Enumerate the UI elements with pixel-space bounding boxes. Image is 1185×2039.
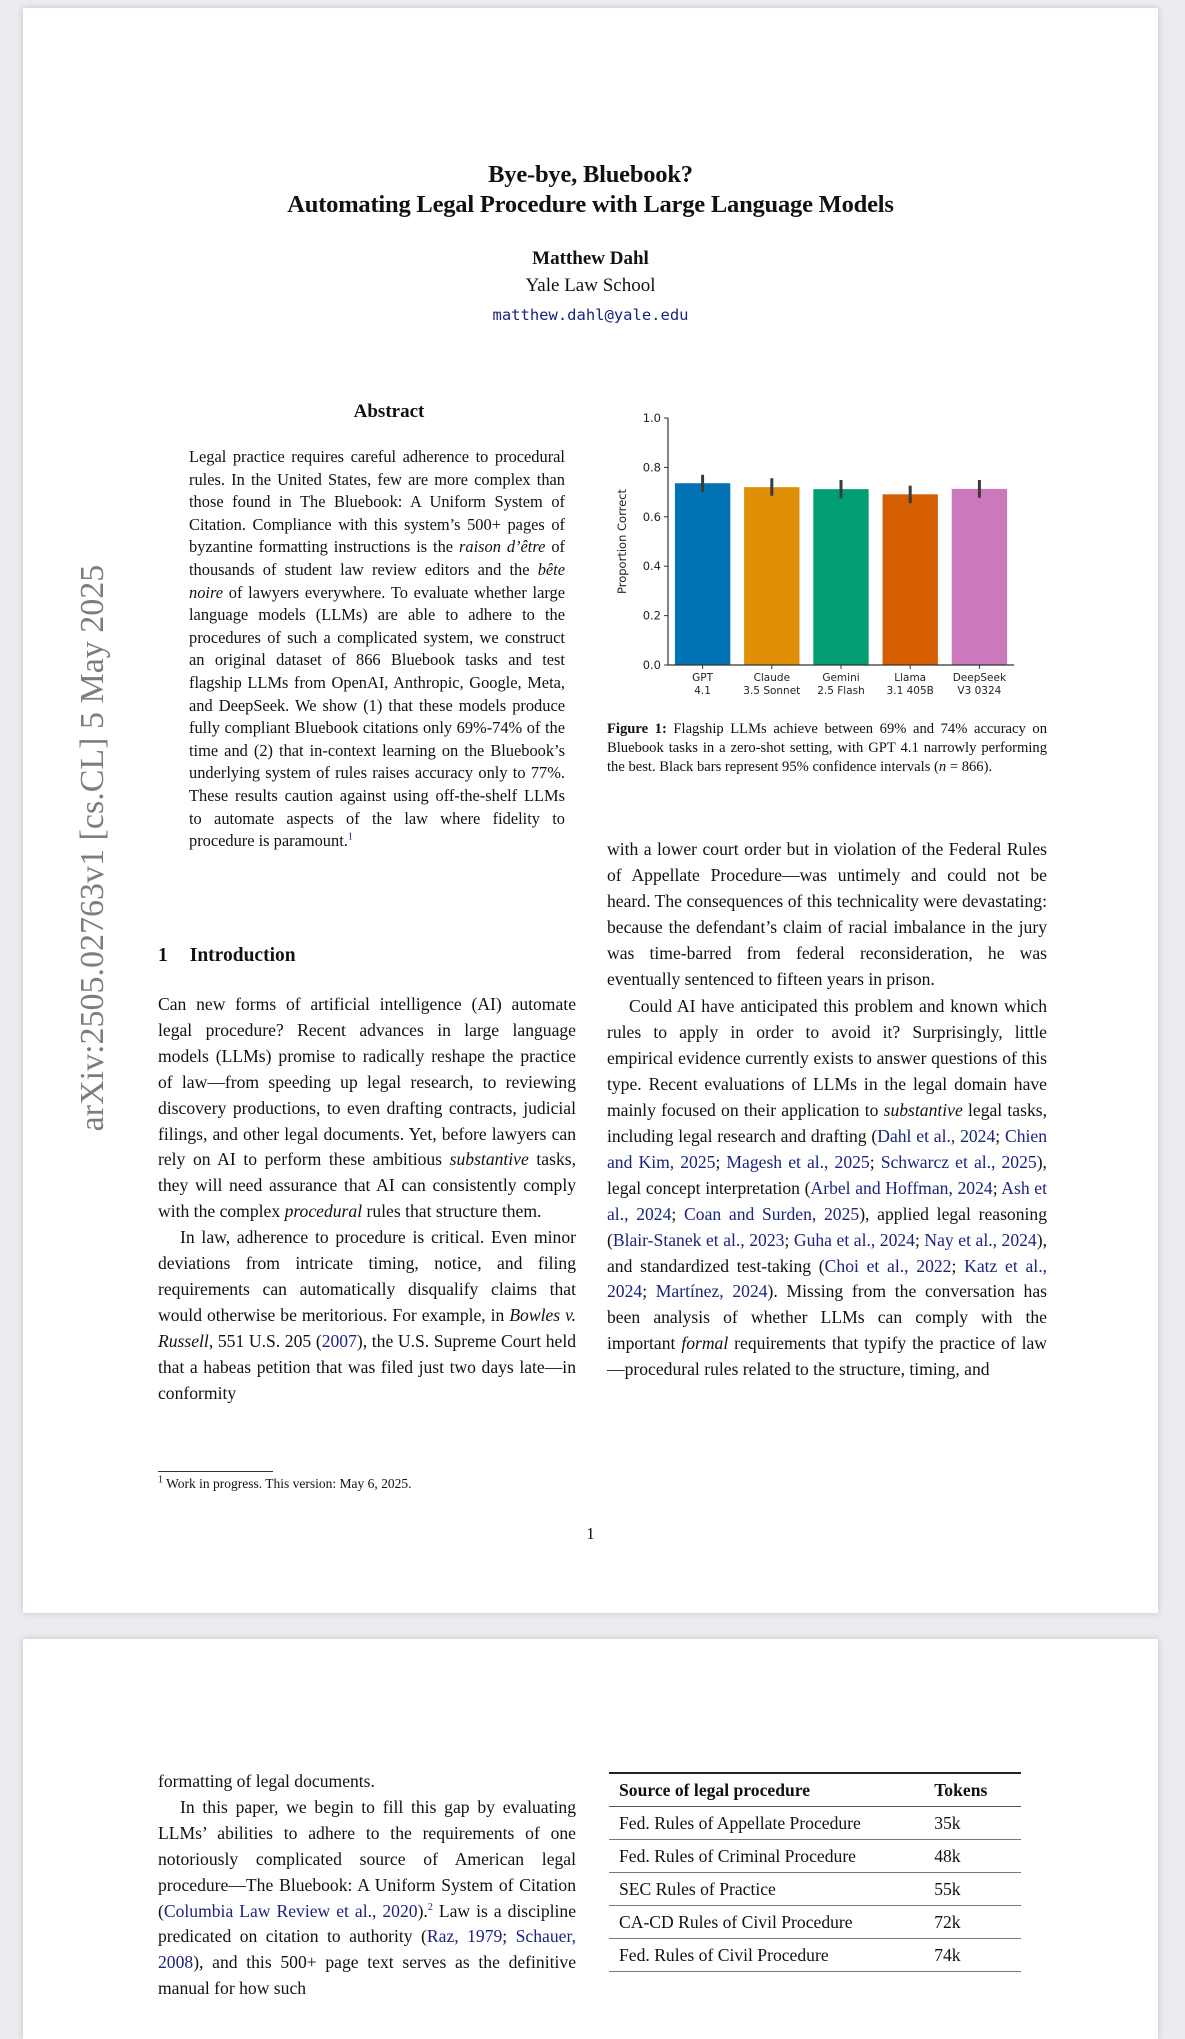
table-cell-tokens: 72k bbox=[906, 1906, 1021, 1939]
text-run: ; bbox=[869, 1151, 881, 1172]
text-run: tasks, they will need assurance that AI can consistently comply with the complex bbox=[158, 1149, 576, 1222]
figure-1-bar-chart bbox=[600, 400, 1050, 715]
italic-text: bête noire bbox=[189, 559, 565, 602]
text-run: ), applied legal reasoning ( bbox=[607, 1203, 1047, 1250]
x-tick-label: 4.1 bbox=[694, 685, 711, 697]
table-header-row bbox=[609, 1773, 1021, 1807]
citation-link[interactable]: Choi et al., 2022 bbox=[824, 1255, 952, 1276]
italic-text: Bowles v. Russell bbox=[158, 1304, 576, 1351]
y-tick-label: 0.8 bbox=[642, 460, 661, 475]
figure-1-caption-text bbox=[607, 721, 1047, 775]
table-cell-tokens: 48k bbox=[906, 1840, 1021, 1873]
x-tick-label: Llama bbox=[894, 672, 927, 684]
procedure-sources-table-wrapper bbox=[609, 1772, 1021, 1972]
citation-link[interactable]: Raz, 1979 bbox=[426, 1926, 503, 1947]
y-tick-label: 0.4 bbox=[642, 559, 661, 574]
abstract-paragraph bbox=[189, 446, 565, 853]
text-run: ; bbox=[715, 1151, 727, 1172]
text-run: ; bbox=[995, 1125, 1005, 1146]
table-row bbox=[609, 1807, 1021, 1840]
footnote-1 bbox=[158, 1476, 412, 1492]
text-run: Legal practice requires careful adherence to procedural rules. In the United States, few are more complex than those found in The Bluebook: A Uniform System of Citation. Compliance with this system’s 500+ pages of byzantine formatting instructions is the bbox=[189, 447, 565, 557]
figure-1-caption-label: Figure 1: bbox=[607, 721, 667, 737]
citation-link[interactable]: Nay et al., 2024 bbox=[924, 1229, 1037, 1250]
citation-link[interactable]: Schwarcz et al., 2025 bbox=[880, 1151, 1037, 1172]
arxiv-stamp: arXiv:2505.02763v1 [cs.CL] 5 May 2025 bbox=[74, 564, 111, 1132]
bar-claude bbox=[744, 487, 799, 665]
italic-text: raison d’être bbox=[459, 537, 546, 557]
text-run: Could AI have anticipated this problem and known which rules to apply in order to avoid it? Surprisingly, little empirical evidence currently exists to answer questions of this type. Recent evaluations of LLMs in the legal domain have mainly focused on their application to bbox=[607, 996, 1047, 1121]
page-2-left-column bbox=[158, 1769, 576, 2002]
section-number: 1 bbox=[158, 945, 168, 966]
x-tick-label: 3.1 405B bbox=[886, 685, 934, 697]
right-column-body bbox=[607, 837, 1047, 1383]
text-run: In law, adherence to procedure is critical. Even minor deviations from intricate timing, notice, and filing requirements can automatically disqualify claims that would otherwise be meritorious. For example, in bbox=[158, 1227, 576, 1325]
page-1 bbox=[23, 8, 1158, 1613]
bar-gemini bbox=[813, 489, 868, 665]
x-tick-label: DeepSeek bbox=[952, 672, 1007, 684]
text-run: ; bbox=[642, 1281, 656, 1302]
footnote-ref-link[interactable]: 2 bbox=[427, 1901, 433, 1913]
citation-link[interactable]: Katz et al., 2024 bbox=[607, 1255, 1047, 1302]
text-run: requirements that typify the practice of law—procedural rules related to the structure, timing, and bbox=[607, 1333, 1047, 1380]
footnote-text: Work in progress. This version: May 6, 2025. bbox=[166, 1476, 412, 1491]
table-cell-tokens: 55k bbox=[906, 1873, 1021, 1906]
footnote-rule bbox=[158, 1471, 273, 1472]
table-header-tokens: Tokens bbox=[906, 1773, 1021, 1807]
italic-text: substantive bbox=[449, 1149, 529, 1170]
table-cell-source: SEC Rules of Practice bbox=[609, 1873, 906, 1906]
table-cell-source: Fed. Rules of Appellate Procedure bbox=[609, 1807, 906, 1840]
abstract-body bbox=[189, 446, 565, 853]
citation-link[interactable]: Martínez, 2024 bbox=[655, 1281, 768, 1302]
x-tick-label: V3 0324 bbox=[957, 685, 1002, 697]
table-header-source: Source of legal procedure bbox=[609, 1773, 906, 1807]
x-tick-label: 2.5 Flash bbox=[817, 685, 865, 697]
citation-link[interactable]: Blair-Stanek et al., 2023 bbox=[612, 1229, 785, 1250]
y-axis-label: Proportion Correct bbox=[615, 489, 629, 594]
intro-paragraph-4 bbox=[607, 994, 1047, 1383]
table-row bbox=[609, 1939, 1021, 1972]
text-run: ). Missing from the conversation has been analysis of whether LLMs can comply with the important bbox=[607, 1281, 1047, 1354]
text-run: legal tasks, including legal research and drafting ( bbox=[607, 1100, 1048, 1146]
citation-link[interactable]: 2007 bbox=[321, 1330, 357, 1351]
y-tick-label: 0.6 bbox=[642, 509, 661, 524]
citation-link[interactable]: Dahl et al., 2024 bbox=[877, 1125, 996, 1146]
paper-title-line-2: Automating Legal Procedure with Large Language Models bbox=[287, 191, 894, 218]
x-tick-label: GPT bbox=[692, 672, 714, 684]
text-run: ; bbox=[951, 1255, 965, 1276]
text-run: ; bbox=[784, 1229, 794, 1250]
text-run: ; bbox=[671, 1203, 685, 1224]
citation-link[interactable]: Arbel and Hoffman, 2024 bbox=[810, 1177, 993, 1198]
text-run: ; bbox=[502, 1926, 516, 1947]
footnote-mark: 1 bbox=[158, 1474, 163, 1486]
text-run: ), and standardized test-taking ( bbox=[607, 1229, 1047, 1276]
text-run: ), legal concept interpretation ( bbox=[607, 1151, 1047, 1198]
section-title: Introduction bbox=[189, 945, 296, 966]
citation-link[interactable]: Schauer, 2008 bbox=[158, 1926, 576, 1973]
figure-1-caption bbox=[607, 720, 1047, 778]
footnote-ref-link[interactable]: 1 bbox=[347, 831, 353, 843]
x-tick-label: Gemini bbox=[822, 672, 860, 684]
italic-text: substantive bbox=[883, 1100, 963, 1121]
table-cell-source: CA-CD Rules of Civil Procedure bbox=[609, 1906, 906, 1939]
page-2-paragraph-1: formatting of legal documents. bbox=[158, 1771, 375, 1791]
text-run: ), and this 500+ page text serves as the definitive manual for how such bbox=[158, 1952, 576, 1999]
table-row bbox=[609, 1840, 1021, 1873]
left-column-body bbox=[158, 992, 576, 1407]
text-run: ), the U.S. Supreme Court held that a habeas petition that was filed just two days late—in conformity bbox=[158, 1330, 577, 1403]
author-email-link[interactable]: matthew.dahl@yale.edu bbox=[492, 306, 689, 324]
intro-paragraph-1 bbox=[158, 992, 576, 1225]
author-affiliation: Yale Law School bbox=[525, 275, 656, 296]
y-tick-label: 0.0 bbox=[642, 658, 661, 672]
intro-paragraph-2 bbox=[158, 1225, 576, 1406]
text-run: = 866). bbox=[946, 759, 993, 776]
text-run: Law is a discipline predicated on citation to authority ( bbox=[158, 1900, 576, 1947]
y-tick-label: 1.0 bbox=[642, 411, 661, 425]
procedure-sources-table bbox=[609, 1772, 1021, 1972]
italic-text: n bbox=[938, 759, 947, 776]
text-run: of lawyers everywhere. To evaluate whether large language models (LLMs) are able to adhere to the procedures of such a complicated system, we construct an original dataset of 866 Bluebook tasks and test flagship LLMs from OpenAI, Anthropic, Google, Meta, and DeepSeek. We show (1) that these models produce fully compliant Bluebook citations only 69%-74% of the time and (2) that in-context learning on the Bluebook’s underlying system of rules raises accuracy only to 77%. These results caution against using off-the-shelf LLMs to automate aspects of the law where fidelity to procedure is paramount. bbox=[189, 582, 565, 851]
text-run: of thousands of student law review editors and the bbox=[189, 537, 565, 579]
citation-link[interactable]: Chien and Kim, 2025 bbox=[607, 1125, 1047, 1172]
section-heading-introduction bbox=[158, 945, 296, 967]
text-run: Flagship LLMs achieve between 69% and 74% accuracy on Bluebook tasks in a zero-shot setting, with GPT 4.1 narrowly performing the best. Black bars represent 95% confidence intervals ( bbox=[607, 721, 1047, 776]
table-cell-source: Fed. Rules of Criminal Procedure bbox=[609, 1840, 906, 1873]
citation-link[interactable]: Magesh et al., 2025 bbox=[726, 1151, 870, 1172]
table-cell-tokens: 74k bbox=[906, 1939, 1021, 1972]
bar-deepseek bbox=[952, 489, 1007, 665]
citation-link[interactable]: Columbia Law Review et al., 2020 bbox=[163, 1900, 418, 1921]
citation-link[interactable]: Ash et al., 2024 bbox=[607, 1177, 1047, 1224]
x-tick-label: 3.5 Sonnet bbox=[743, 685, 801, 697]
abstract-heading: Abstract bbox=[353, 401, 425, 422]
text-run: In this paper, we begin to fill this gap by evaluating LLMs’ abilities to adhere to the requirements of one notoriously complicated source of American legal procedure—The Bluebook: A Uniform System of Citation ( bbox=[158, 1796, 576, 1921]
text-run: ; bbox=[992, 1177, 1002, 1198]
table-row bbox=[609, 1873, 1021, 1906]
author-name: Matthew Dahl bbox=[532, 248, 649, 269]
table-cell-source: Fed. Rules of Civil Procedure bbox=[609, 1939, 906, 1972]
italic-text: procedural bbox=[284, 1201, 363, 1222]
x-tick-label: Claude bbox=[753, 672, 791, 684]
table-cell-tokens: 35k bbox=[906, 1807, 1021, 1840]
citation-link[interactable]: Coan and Surden, 2025 bbox=[684, 1203, 860, 1224]
text-run: ; bbox=[914, 1229, 925, 1250]
page-number: 1 bbox=[586, 1524, 595, 1543]
text-run: ). bbox=[417, 1900, 428, 1921]
bar-llama bbox=[883, 494, 938, 665]
intro-paragraph-3: with a lower court order but in violation of the Federal Rules of Appellate Procedure—was untimely and could not be heard. The consequences of this technicality were devastating: because the defendant’s claim of racial imbalance in the jury was time-barred from federal reconsideration, he was eventually sentenced to fifteen years in prison. bbox=[607, 839, 1047, 989]
paper-title-line-1: Bye-bye, Bluebook? bbox=[488, 161, 693, 188]
y-tick-label: 0.2 bbox=[642, 608, 661, 623]
page-2-paragraph-2 bbox=[158, 1795, 576, 2002]
page-2 bbox=[23, 1639, 1158, 2039]
table-row bbox=[609, 1906, 1021, 1939]
citation-link[interactable]: Guha et al., 2024 bbox=[793, 1229, 915, 1250]
text-run: Can new forms of artificial intelligence (AI) automate legal procedure? Recent advances in large language models (LLMs) promise to radically reshape the practice of law—from speeding up legal research, to reviewing discovery productions, to even drafting contracts, judicial filings, and other legal documents. Yet, before lawyers can rely on AI to perform these ambitious bbox=[158, 994, 576, 1170]
text-run: , 551 U.S. 205 ( bbox=[208, 1330, 322, 1351]
italic-text: formal bbox=[681, 1333, 729, 1354]
text-run: rules that structure them. bbox=[362, 1201, 542, 1222]
bar-gpt bbox=[675, 483, 730, 665]
